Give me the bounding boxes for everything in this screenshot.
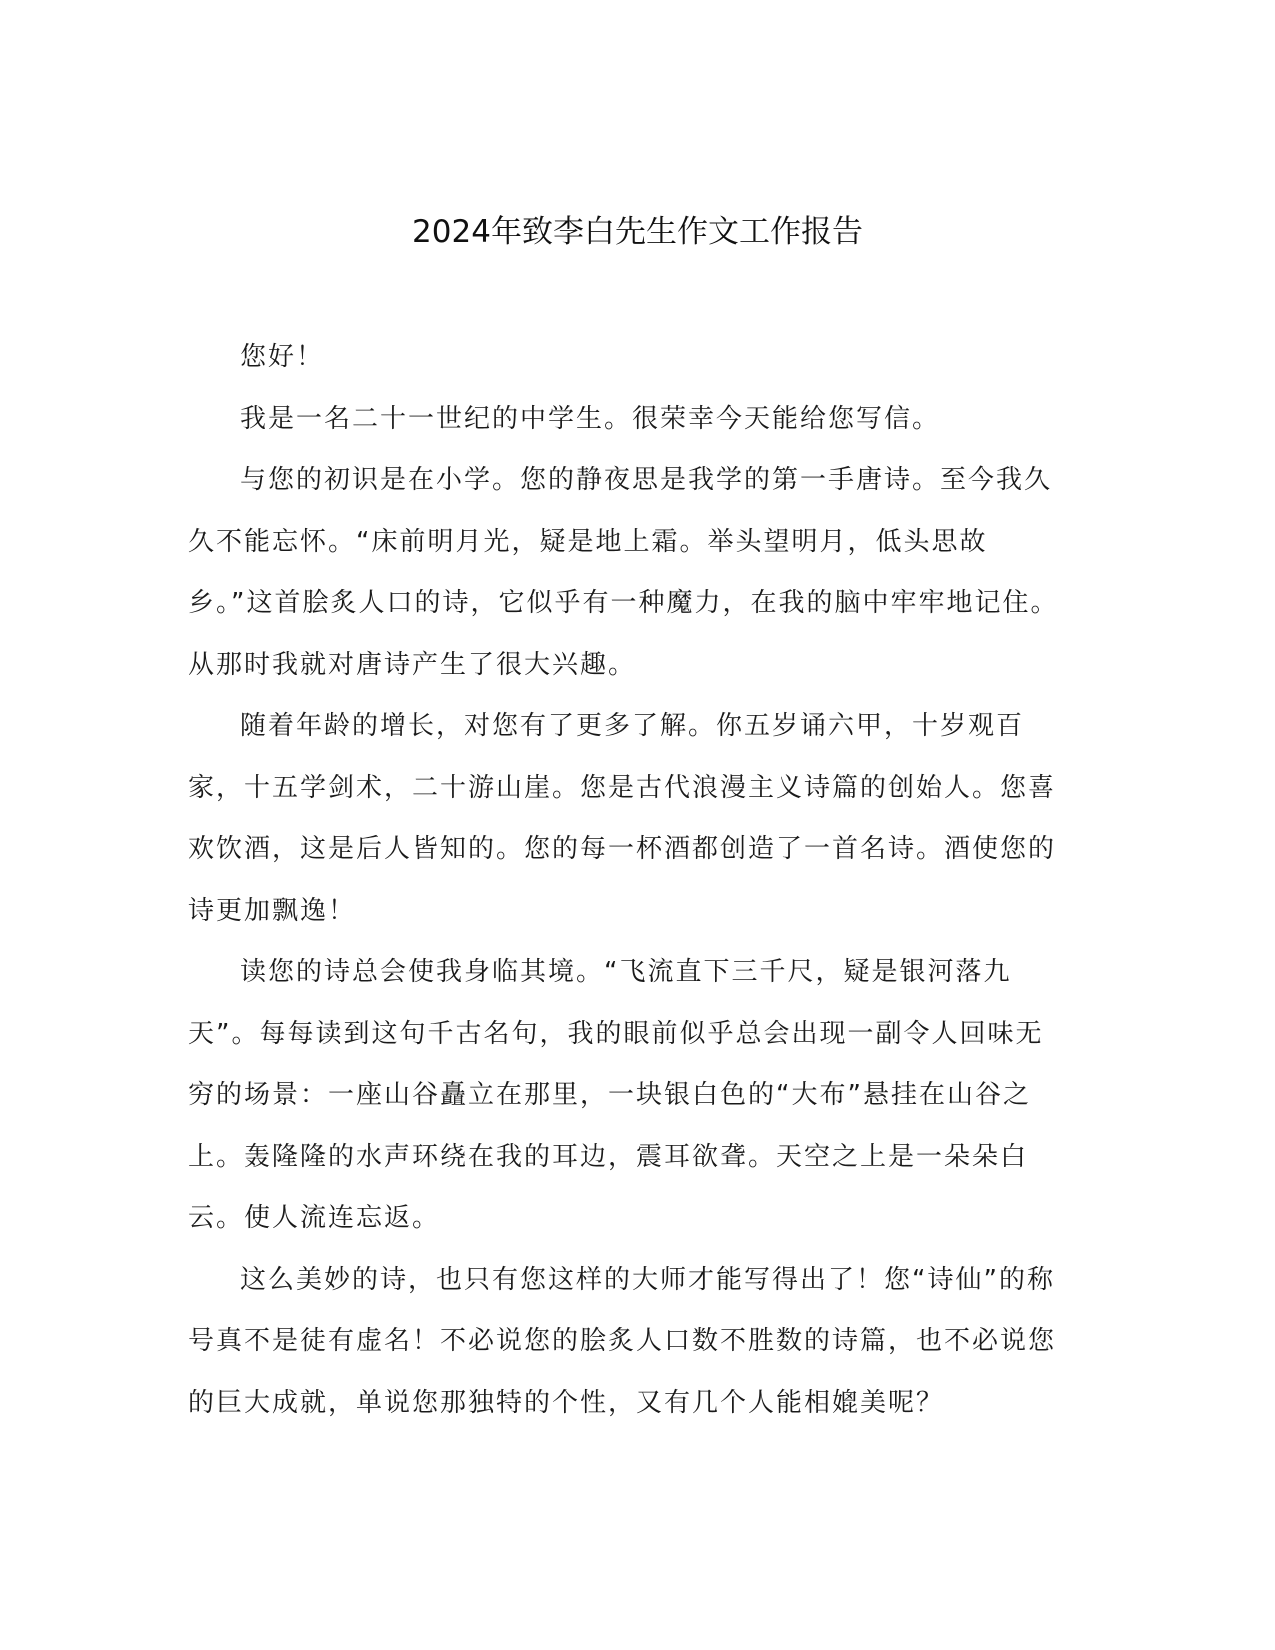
paragraph-introduction: 我是一名二十一世纪的中学生。很荣幸今天能给您写信。: [240, 403, 941, 434]
document-body: [188, 327, 1060, 1434]
paragraph-praise: 这么美妙的诗，也只有您这样的大师才能写得出了！您“诗仙”的称号真不是徒有虚名！不必说您的脍炙人口数不胜数的诗篇，也不必说您的巨大成就，单说您那独特的个性，又有几个人能相媲美呢？: [188, 1264, 1057, 1418]
paragraph-growing-understanding: 随着年龄的增长，对您有了更多了解。你五岁诵六甲，十岁观百家，十五学剑术，二十游山崖。您是古代浪漫主义诗篇的创始人。您喜欢饮酒，这是后人皆知的。您的每一杯酒都创造了一首名诗。酒使您的诗更加飘逸！: [188, 711, 1057, 926]
paragraph-greeting: 您好！: [240, 342, 325, 372]
document-title: 2024年致李白先生作文工作报告: [412, 214, 863, 250]
paragraph-immersion: 读您的诗总会使我身临其境。“飞流直下三千尺，疑是银河落九天”。每每读到这句千古名句，我的眼前似乎总会出现一副令人回味无穷的场景：一座山谷矗立在那里，一块银白色的“大布”悬挂在山谷之上。轰隆隆的水声环绕在我的耳边，震耳欲聋。天空之上是一朵朵白云。使人流连忘返。: [188, 957, 1044, 1233]
paragraph-first-acquaintance: 与您的初识是在小学。您的静夜思是我学的第一手唐诗。至今我久久不能忘怀。“床前明月光，疑是地上霜。举头望明月，低头思故乡。”这首脍炙人口的诗，它似乎有一种魔力，在我的脑中牢牢地记住。从那时我就对唐诗产生了很大兴趣。: [188, 465, 1059, 680]
